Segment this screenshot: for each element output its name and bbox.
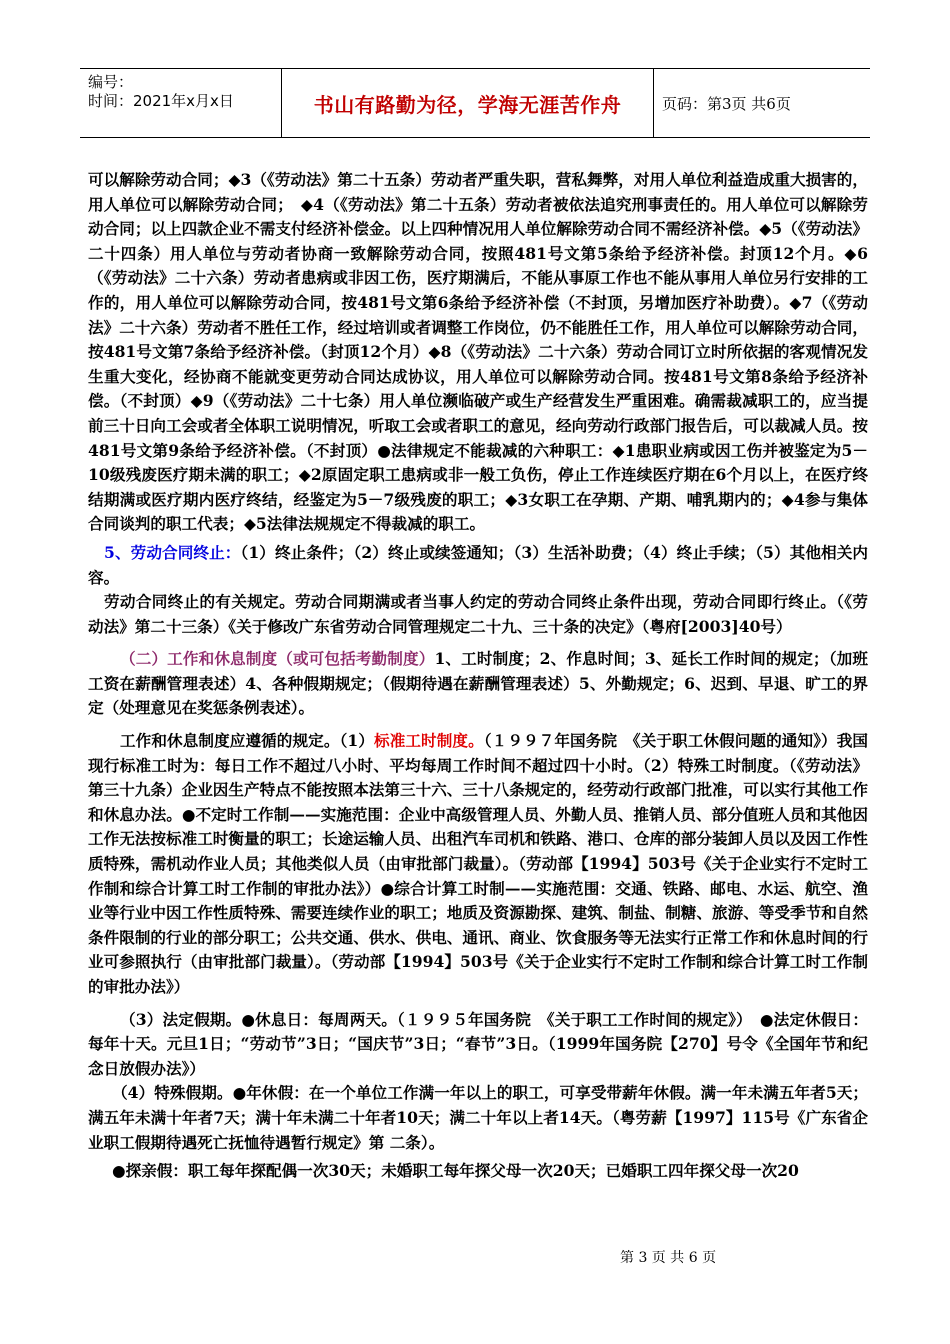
- paragraph-contract-termination-text: （1）终止条件；（2）终止或续签通知；（3）生活补助费；（4）终止手续；（5）其他相关内容。: [88, 542, 868, 587]
- document-header: [80, 68, 870, 138]
- paragraph-statutory-holidays: （3）法定假期。●休息日：每周两天。（１９９５年国务院 《关于职工工作时间的规定》） ●法定休假日：每年十天。元旦1日；“劳动节”3日；“国庆节”3日；“春节”3日。（1999年国务院【270】号令《全国年节和纪念日放假办法》）: [88, 1009, 868, 1078]
- section-title-work-rest-system: （二）工作和休息制度（或可包括考勤制度）: [120, 649, 435, 669]
- paragraph-dismissal-rules: 可以解除劳动合同；◆3（《劳动法》第二十五条）劳动者严重失职，营私舞弊，对用人单位利益造成重大损害的，用人单位可以解除劳动合同； ◆4（《劳动法》第二十五条）劳动者被依法追究刑事责任的。用人单位可以解除劳动合同；以上四款企业不需支付经济补偿金。以上四种情况用人单位解除劳动合同不需经济补偿。◆5（《劳动法》二十四条）用人单位与劳动者协商一致解除劳动合同，按照481号文第5条给予经济补偿。封顶12个月。◆6（《劳动法》二十六条）劳动者患病或非因工伤，医疗期满后，不能从事原工作也不能从事用人单位另行安排的工作的，用人单位可以解除劳动合同，按481号文第6条给予经济补偿（不封顶，另增加医疗补助费）。◆7（《劳动法》二十六条）劳动者不胜任工作，经过培训或者调整工作岗位，仍不能胜任工作，用人单位可以解除劳动合同，按481号文第7条给予经济补偿。（封顶12个月）◆8（《劳动法》二十六条）劳动合同订立时所依据的客观情况发生重大变化，经协商不能就变更劳动合同达成协议，用人单位可以解除劳动合同。按481号文第8条给予经济补偿。（不封顶）◆9（《劳动法》二十七条）用人单位濒临破产或生产经营发生严重困难。确需裁减职工的，应当提前三十日向工会或者全体职工说明情况，听取工会或者职工的意见，经向劳动行政部门报告后，可以裁减人员。按481号文第9条给予经济补偿。（不封顶）●法律规定不能裁减的六种职工：◆1患职业病或因工伤并被鉴定为5－10级残废医疗期未满的职工；◆2原固定职工患病或非一般工负伤，停止工作连续医疗期在6个月以上，在医疗终结期满或医疗期内医疗终结，经鉴定为5－7级残废的职工；◆3女职工在孕期、产期、哺乳期内的；◆4参与集体合同谈判的职工代表；◆5法律法规规定不得裁减的职工。: [88, 170, 868, 534]
- document-number-label: 编号：: [88, 73, 134, 91]
- paragraph-work-rest-system-text: 1、工时制度；2、作息时间；3、延长工作时间的规定；（加班工资在薪酬管理表述）4、各种假期规定；（假期待遇在薪酬管理表述）5、外勤规定；6、迟到、早退、旷工的界定（处理意见在奖惩条例表述）。: [88, 649, 868, 718]
- header-motto: 书山有路勤为径，学海无涯苦作舟: [282, 69, 654, 137]
- paragraph-contract-termination: [88, 541, 868, 590]
- document-time-label: 时间：2021年x月x日: [88, 92, 234, 110]
- working-hours-intro: 工作和休息制度应遵循的规定。（1）: [120, 731, 375, 751]
- standard-hours-highlight: 标准工时制度。: [374, 731, 484, 751]
- paragraph-special-leave: （4）特殊假期。●年休假：在一个单位工作满一年以上的职工，可享受带薪年休假。满一年未满五年者5天；满五年未满十年者7天；满十年未满二十年者10天；满二十年以上者14天。（粤劳薪【1997】115号《广东省企业职工假期待遇死亡抚恤待遇暂行规定》第 二条）。: [88, 1083, 868, 1152]
- paragraph-termination-provisions: 劳动合同终止的有关规定。劳动合同期满或者当事人约定的劳动合同终止条件出现，劳动合同即行终止。（《劳动法》第二十三条）《关于修改广东省劳动合同管理规定二十九、三十条的决定》（粤府[2003]40号）: [88, 592, 868, 636]
- document-body: [88, 168, 868, 1184]
- paragraph-home-leave: ●探亲假：职工每年探配偶一次30天；未婚职工每年探父母一次20天；已婚职工四年探父母一次20: [112, 1161, 799, 1181]
- paragraph-working-hours: [88, 729, 868, 1000]
- section-title-contract-termination: 5、劳动合同终止：: [104, 542, 241, 562]
- working-hours-text: （１９９７年国务院 《关于职工休假问题的通知》）我国现行标准工时为：每日工作不超过八小时、平均每周工作时间不超过四十小时。（2）特殊工时制度。（《劳动法》第三十九条）企业因生产特点不能按照本法第三十六、三十八条规定的，经劳动行政部门批准，可以实行其他工作和休息办法。●不定时工作制——实施范围：企业中高级管理人员、外勤人员、推销人员、部分值班人员和其他因工作无法按标准工时衡量的职工；长途运输人员、出租汽车司机和铁路、港口、仓库的部分装卸人员以及因工作性质特殊，需机动作业人员；其他类似人员（由审批部门裁量）。（劳动部【1994】503号《关于企业实行不定时工作制和综合计算工时工作制的审批办法》）●综合计算工时制——实施范围：交通、铁路、邮电、水运、航空、渔业等行业中因工作性质特殊、需要连续作业的职工；地质及资源勘探、建筑、制盐、制糖、旅游、等受季节和自然条件限制的行业的部分职工；公共交通、供水、供电、通讯、商业、饮食服务等无法实行正常工作和休息时间的行业可参照执行（由审批部门裁量）。（劳动部【1994】503号《关于企业实行不定时工作制和综合计算工时工作制的审批办法》）: [88, 731, 868, 996]
- header-page-info: 页码：第3页 共6页: [662, 94, 791, 113]
- page-footer: 第 3 页 共 6 页: [620, 1250, 717, 1266]
- header-left-cell: [80, 69, 282, 137]
- paragraph-work-rest-system: [88, 647, 868, 721]
